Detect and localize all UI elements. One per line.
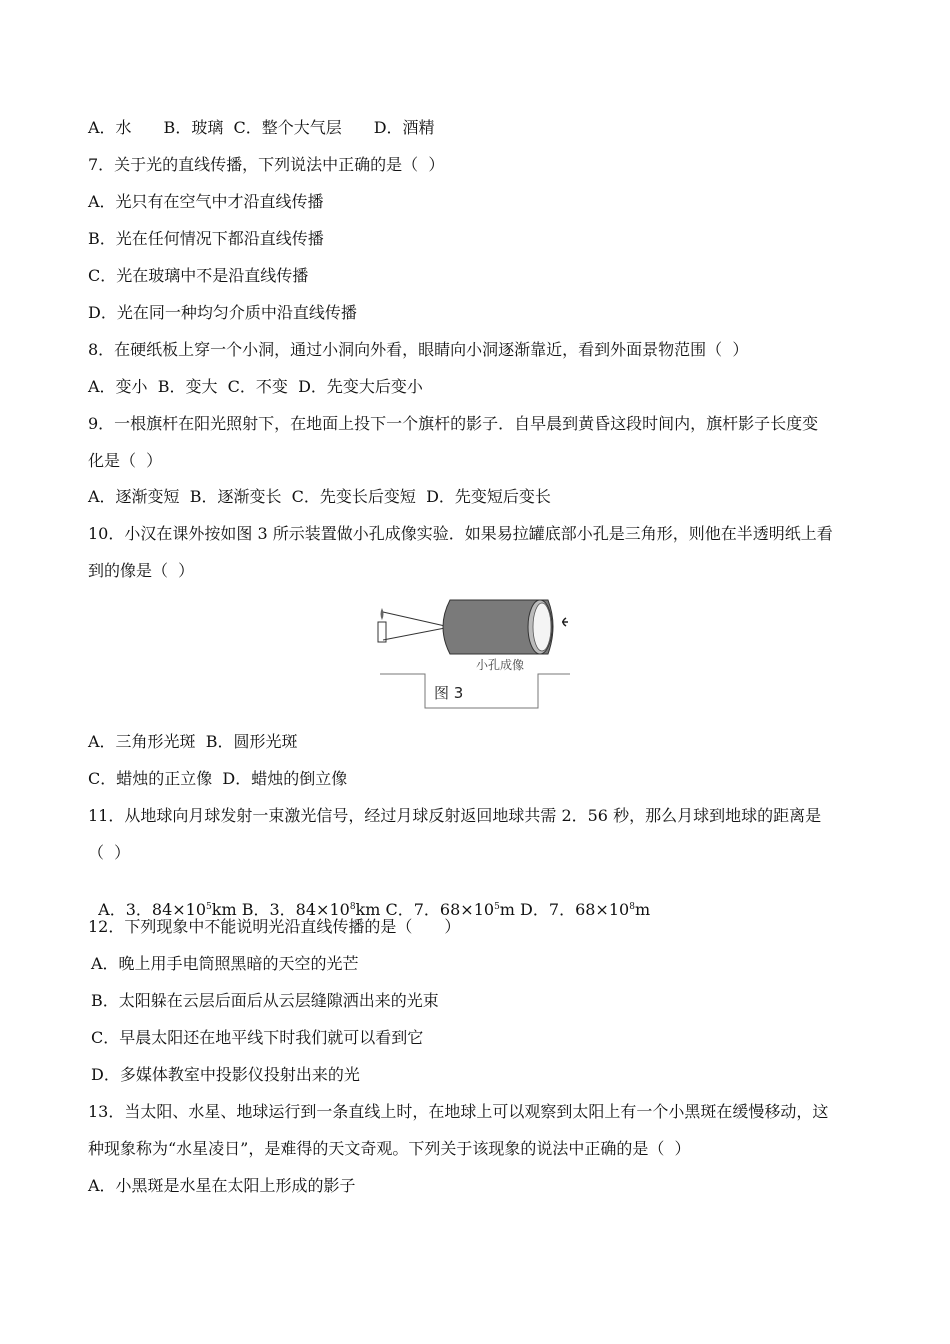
line-q11-1: 11．从地球向月球发射一束激光信号，经过月球反射返回地球共需 2．56 秒，那么月球到地球的距离是 bbox=[88, 806, 822, 825]
q11-exp-d: 8 bbox=[629, 902, 635, 912]
eye-mark bbox=[562, 618, 568, 626]
translucent-paper bbox=[533, 603, 551, 651]
line-q10-cd: C．蜡烛的正立像 D．蜡烛的倒立像 bbox=[88, 769, 348, 788]
q11-option-c: km C．7．68×10 bbox=[355, 900, 495, 919]
pinhole-camera-illustration bbox=[370, 592, 580, 712]
line-q12-a: A．晚上用手电筒照黑暗的天空的光芒 bbox=[91, 954, 359, 973]
line-q7-b: B．光在任何情况下都沿直线传播 bbox=[88, 229, 324, 248]
line-q9-1: 9．一根旗杆在阳光照射下，在地面上投下一个旗杆的影子．自早晨到黄昏这段时间内，旗杆影子长度变 bbox=[88, 414, 819, 433]
line-q7-c: C．光在玻璃中不是沿直线传播 bbox=[88, 266, 309, 285]
figure-frame bbox=[380, 674, 570, 708]
line-q9-2: 化是（ ） bbox=[88, 451, 163, 470]
line-q7: 7．关于光的直线传播，下列说法中正确的是（ ） bbox=[88, 155, 445, 174]
line-q10-1: 10．小汉在课外按如图 3 所示装置做小孔成像实验．如果易拉罐底部小孔是三角形，则他在半透明纸上看 bbox=[88, 524, 833, 543]
line-q8: 8．在硬纸板上穿一个小洞，通过小洞向外看，眼睛向小洞逐渐靠近，看到外面景物范围（ ） bbox=[88, 340, 749, 359]
q11-unit-d: m bbox=[634, 900, 651, 919]
line-q12: 12．下列现象中不能说明光沿直线传播的是（ ） bbox=[88, 917, 461, 936]
pinhole-figure bbox=[370, 592, 580, 712]
q11-exp-c: 5 bbox=[494, 902, 500, 912]
line-q8-options: A．变小 B．变大 C．不变 D．先变大后变小 bbox=[88, 377, 423, 396]
q11-option-a: A．3．84×10 bbox=[98, 900, 207, 919]
figure-label: 小孔成像 bbox=[476, 658, 525, 672]
q11-option-d: m D．7．68×10 bbox=[499, 900, 630, 919]
line-q10-ab: A．三角形光斑 B．圆形光斑 bbox=[88, 732, 298, 751]
line-q13-a: A．小黑斑是水星在太阳上形成的影子 bbox=[88, 1176, 356, 1195]
q11-option-b: km B．3．84×10 bbox=[211, 900, 350, 919]
line-q7-d: D．光在同一种均匀介质中沿直线传播 bbox=[88, 303, 357, 322]
candle-shape bbox=[378, 622, 386, 642]
candle-flame bbox=[381, 608, 384, 620]
q11-exp-a: 5 bbox=[206, 902, 212, 912]
line-q12-d: D．多媒体教室中投影仪投射出来的光 bbox=[91, 1065, 360, 1084]
line-q13-2: 种现象称为“水星凌日”，是难得的天文奇观。下列关于该现象的说法中正确的是（ ） bbox=[88, 1139, 691, 1158]
line-q12-c: C．早晨太阳还在地平线下时我们就可以看到它 bbox=[91, 1028, 424, 1047]
line-q10-2: 到的像是（ ） bbox=[88, 561, 195, 580]
line-q7-a: A．光只有在空气中才沿直线传播 bbox=[88, 192, 324, 211]
line-q12-b: B．太阳躲在云层后面后从云层缝隙洒出来的光束 bbox=[91, 991, 439, 1010]
light-ray-bottom bbox=[383, 628, 445, 640]
light-ray-top bbox=[383, 612, 445, 626]
line-q13-1: 13．当太阳、水星、地球运行到一条直线上时，在地球上可以观察到太阳上有一个小黑斑在缓慢移动，这 bbox=[88, 1102, 829, 1121]
line-q6-options: A．水 B．玻璃 C．整个大气层 D．酒精 bbox=[88, 118, 435, 137]
q11-exp-b: 8 bbox=[349, 902, 356, 912]
figure-caption: 图 3 bbox=[434, 684, 464, 702]
line-q11-options bbox=[88, 880, 650, 920]
line-q11-2: （ ） bbox=[88, 843, 131, 862]
line-q9-options: A．逐渐变短 B．逐渐变长 C．先变长后变短 D．先变短后变长 bbox=[88, 487, 551, 506]
